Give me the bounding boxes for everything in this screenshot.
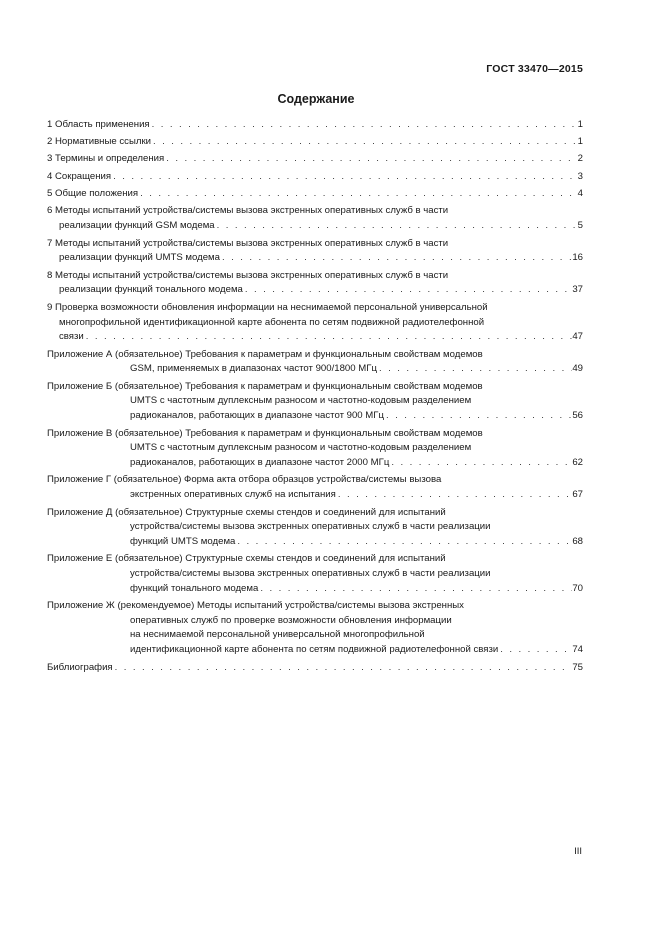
dot-leader	[215, 219, 578, 234]
toc-entry-text: 2 Нормативные ссылки	[47, 136, 152, 148]
toc-entry[interactable]	[47, 552, 583, 596]
toc-entry-text: Приложение Б (обязательное) Требования к параметрам и функциональным свойствам модемов	[47, 380, 483, 392]
dot-leader	[389, 456, 572, 471]
toc-entry-text: Библиография	[47, 661, 113, 673]
toc-entry-text: UMTS с частотным дуплексным разносом и частотно-кодовым разделением	[130, 442, 472, 454]
toc-entry-text: GSM, применяемых в диапазонах частот 900/1800 МГц	[130, 363, 377, 375]
toc-entry[interactable]	[47, 301, 583, 345]
page-number: III	[574, 846, 582, 857]
toc-entry-text: реализации функций GSM модема	[59, 219, 215, 231]
document-code: ГОСТ 33470—2015	[486, 63, 583, 75]
toc-page-number[interactable]: 67	[572, 489, 583, 501]
toc-entry-text: радиоканалов, работающих в диапазоне частот 900 МГц	[130, 410, 384, 422]
toc-page-number[interactable]: 5	[577, 219, 583, 231]
toc-entry-text: 1 Область применения	[47, 119, 150, 130]
toc-entry-text: Приложение А (обязательное) Требования к параметрам и функциональным свойствам модемов	[47, 348, 483, 360]
toc-entry-text: 9 Проверка возможности обновления информации на неснимаемой персональной универсальной	[47, 301, 488, 313]
toc-entry[interactable]	[47, 427, 583, 471]
toc-entry-text: функций тонального модема	[130, 582, 259, 594]
toc-entry-text: радиоканалов, работающих в диапазоне частот 2000 МГц	[130, 456, 390, 468]
dot-leader	[150, 118, 578, 133]
toc-entry-text: 7 Методы испытаний устройства/системы вызова экстренных оперативных служб в части	[47, 237, 449, 249]
toc-page-number[interactable]: 62	[572, 456, 583, 468]
toc-entry[interactable]	[47, 506, 583, 550]
toc-entry-text: реализации функций тонального модема	[59, 284, 243, 296]
toc-page-number[interactable]: 1	[577, 119, 583, 130]
toc-entry-text: устройства/системы вызова экстренных оперативных служб в части реализации	[130, 568, 491, 579]
toc-page-number[interactable]: 2	[577, 153, 583, 165]
toc-entry-text: Приложение В (обязательное) Требования к параметрам и функциональным свойствам модемов	[47, 427, 483, 439]
toc-page-number[interactable]: 3	[577, 170, 583, 182]
toc-entry[interactable]	[47, 348, 583, 377]
toc-page-number[interactable]: 75	[572, 661, 583, 673]
toc-entry[interactable]	[47, 170, 583, 185]
table-of-contents	[47, 118, 583, 675]
toc-entry-text: Приложение Ж (рекомендуемое) Методы испытаний устройства/системы вызова экстренных	[47, 600, 464, 612]
toc-title: Содержание	[277, 92, 355, 106]
toc-entry[interactable]	[47, 269, 583, 298]
toc-page-number[interactable]: 4	[577, 187, 583, 199]
toc-page-number[interactable]: 37	[572, 284, 583, 296]
dot-leader	[384, 409, 572, 424]
toc-entry-text: 6 Методы испытаний устройства/системы вызова экстренных оперативных служб в части	[47, 205, 449, 217]
toc-entry[interactable]	[47, 473, 583, 502]
toc-entry[interactable]	[47, 187, 583, 202]
toc-entry-text: Приложение Е (обязательное) Структурные схемы стендов и соединений для испытаний	[47, 553, 446, 565]
dot-leader	[111, 170, 578, 185]
dot-leader	[377, 362, 572, 377]
dot-leader	[138, 187, 578, 202]
dot-leader	[113, 661, 573, 676]
toc-entry-text: многопрофильной идентификационной карте абонента по сетям подвижной радиотелефонной	[59, 316, 485, 328]
toc-entry-text: 3 Термины и определения	[47, 153, 165, 165]
dot-leader	[243, 283, 572, 298]
toc-entry-text: экстренных оперативных служб на испытания	[130, 489, 336, 501]
toc-entry-text: Приложение Г (обязательное) Форма акта отбора образцов устройства/системы вызова	[47, 474, 442, 486]
toc-entry-text: связи	[59, 331, 84, 343]
dot-leader	[84, 330, 573, 345]
toc-page-number[interactable]: 56	[572, 410, 583, 422]
toc-entry-text: идентификационной карте абонента по сетям подвижной радиотелефонной связи	[130, 643, 499, 655]
toc-entry-text: 4 Сокращения	[47, 170, 112, 182]
dot-leader	[151, 135, 578, 150]
toc-entry[interactable]	[47, 204, 583, 233]
toc-page-number[interactable]: 68	[572, 535, 583, 547]
toc-entry[interactable]	[47, 118, 583, 133]
toc-entry-text: UMTS с частотным дуплексным разносом и частотно-кодовым разделением	[130, 395, 472, 407]
dot-leader	[336, 488, 572, 503]
toc-page-number[interactable]: 16	[572, 252, 583, 264]
toc-entry[interactable]	[47, 380, 583, 424]
toc-entry-text: 5 Общие положения	[47, 187, 139, 199]
dot-leader	[498, 643, 572, 658]
toc-page-number[interactable]: 47	[572, 331, 583, 343]
dot-leader	[164, 152, 577, 167]
dot-leader	[235, 535, 572, 550]
toc-entry-text: оперативных служб по проверке возможности обновления информации	[130, 614, 452, 626]
dot-leader	[258, 582, 572, 597]
toc-entry-text: реализации функций UMTS модема	[59, 252, 220, 264]
toc-entry-text: функций UMTS модема	[130, 535, 236, 547]
toc-entry[interactable]	[47, 661, 583, 676]
toc-entry-text: Приложение Д (обязательное) Структурные схемы стендов и соединений для испытаний	[47, 506, 446, 518]
toc-page-number[interactable]: 49	[572, 363, 583, 375]
toc-entry[interactable]	[47, 599, 583, 657]
toc-page-number[interactable]: 74	[572, 643, 583, 655]
toc-entry[interactable]	[47, 237, 583, 266]
toc-entry-text: 8 Методы испытаний устройства/системы вызова экстренных оперативных служб в части	[47, 269, 449, 281]
toc-page-number[interactable]: 70	[572, 582, 583, 594]
toc-page-number[interactable]: 1	[577, 136, 583, 148]
toc-entry-text: на неснимаемой персональной универсальной многопрофильной	[130, 629, 425, 641]
toc-entry[interactable]	[47, 152, 583, 167]
toc-entry[interactable]	[47, 135, 583, 150]
dot-leader	[220, 251, 572, 266]
toc-entry-text: устройства/системы вызова экстренных оперативных служб в части реализации	[130, 521, 491, 533]
